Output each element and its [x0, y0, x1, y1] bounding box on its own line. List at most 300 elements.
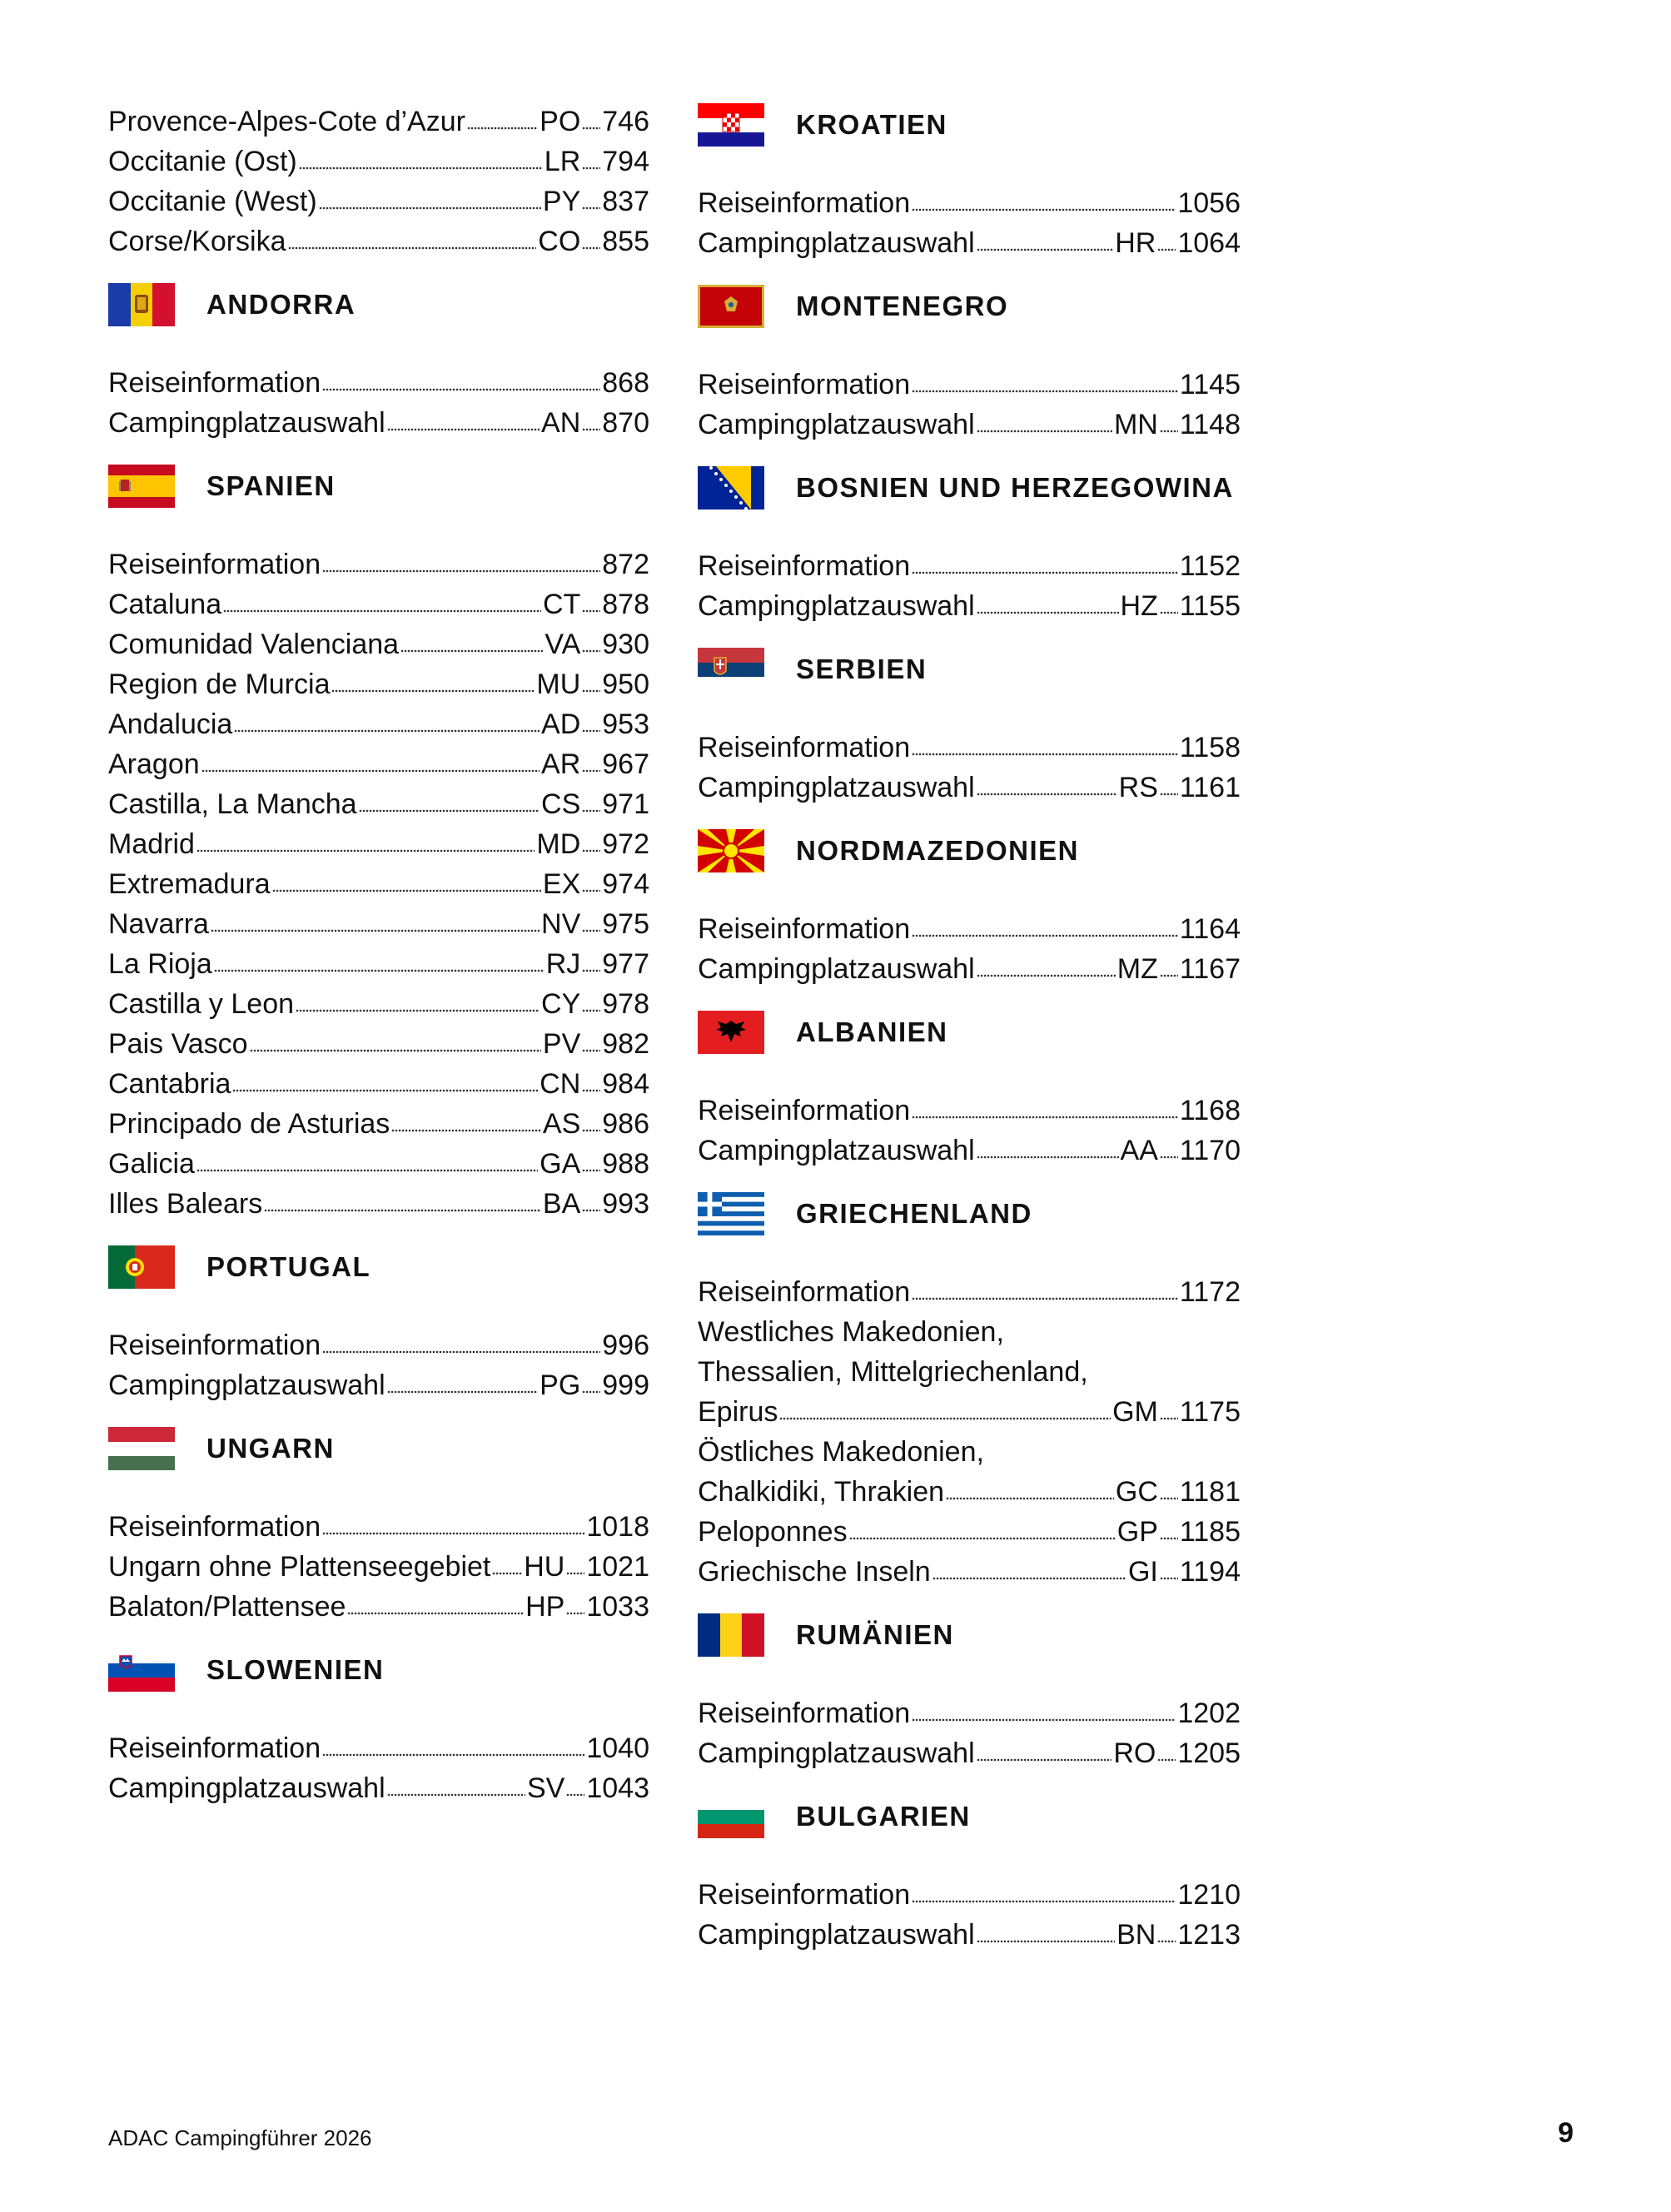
dot-leader — [582, 1024, 600, 1064]
entry-page: 1021 — [586, 1551, 649, 1583]
dot-leader — [214, 944, 545, 984]
toc-entry[interactable] — [108, 1768, 649, 1808]
entry-name: Campingplatzauswahl — [108, 1772, 385, 1804]
dot-leader — [492, 1547, 522, 1587]
entry-name: Reiseinformation — [698, 913, 911, 945]
toc-entry[interactable] — [698, 586, 1241, 626]
entry-code: MZ — [1116, 953, 1158, 985]
dot-leader — [977, 1733, 1112, 1773]
entry-name: Campingplatzauswahl — [698, 953, 975, 985]
toc-entry[interactable] — [108, 784, 649, 824]
dot-leader — [288, 221, 537, 261]
entry-page: 868 — [602, 367, 649, 399]
entry-page: 930 — [602, 629, 649, 660]
toc-entry[interactable] — [698, 1131, 1241, 1171]
country-title: KROATIEN — [796, 109, 947, 140]
entry-code: GP — [1116, 1516, 1158, 1548]
entry-code: HZ — [1120, 590, 1158, 622]
dot-leader — [387, 1768, 525, 1808]
toc-entry[interactable] — [698, 1512, 1241, 1552]
entry-name: Reiseinformation — [698, 1276, 911, 1308]
entry-page: 982 — [602, 1028, 649, 1060]
country-heading-portugal — [108, 1244, 649, 1290]
entry-name: Reiseinformation — [698, 1698, 911, 1729]
entry-page: 1175 — [1179, 1396, 1241, 1428]
entry-code: AR — [541, 748, 581, 780]
toc-entry[interactable] — [108, 1587, 649, 1627]
dot-leader — [582, 221, 600, 261]
entry-page: 1213 — [1177, 1919, 1241, 1951]
dot-leader — [977, 1131, 1119, 1171]
toc-entry[interactable] — [698, 949, 1241, 989]
toc-entry[interactable] — [108, 221, 649, 261]
entry-code: PG — [540, 1369, 581, 1401]
toc-entry[interactable] — [698, 1472, 1241, 1512]
entry-code: AD — [541, 708, 581, 740]
country-title: PORTUGAL — [206, 1251, 371, 1282]
toc-entry[interactable] — [108, 1507, 649, 1547]
dot-leader — [977, 949, 1116, 989]
dot-leader — [912, 728, 1178, 768]
entry-code: HR — [1115, 227, 1156, 259]
entry-code: GA — [540, 1148, 581, 1180]
country-title: ALBANIEN — [796, 1017, 948, 1047]
dot-leader — [299, 142, 543, 181]
entry-page: 1210 — [1177, 1879, 1241, 1911]
dot-leader — [223, 584, 541, 624]
country-title: RUMÄNIEN — [796, 1619, 954, 1650]
toc-entry[interactable] — [108, 1104, 649, 1144]
toc-entry[interactable] — [698, 909, 1241, 949]
entry-name: Reiseinformation — [108, 1511, 321, 1543]
dot-leader — [387, 1365, 539, 1405]
entry-code: MN — [1113, 409, 1158, 440]
entry-page: 972 — [602, 828, 649, 860]
toc-entry[interactable] — [108, 984, 649, 1024]
entry-name: Extremadura — [108, 868, 271, 900]
toc-entry[interactable] — [698, 1915, 1241, 1955]
country-heading-slowenien — [108, 1647, 649, 1693]
entry-code: RS — [1118, 772, 1158, 803]
entry-name: Navarra — [108, 908, 209, 940]
dot-leader — [582, 824, 600, 864]
toc-entry[interactable] — [108, 864, 649, 904]
dot-leader — [196, 1144, 538, 1184]
bulgaria-flag-icon — [698, 1795, 764, 1838]
toc-entry[interactable] — [108, 904, 649, 944]
entry-page: 993 — [602, 1188, 649, 1220]
bulgarien-entries — [698, 1875, 1241, 1955]
dot-leader — [319, 181, 541, 221]
entry-name: Campingplatzauswahl — [108, 1369, 385, 1401]
entry-name: Reiseinformation — [698, 369, 911, 400]
dot-leader — [946, 1472, 1114, 1512]
entry-name: Reiseinformation — [698, 550, 911, 582]
griechenland-entries — [698, 1272, 1241, 1592]
dot-leader — [250, 1024, 541, 1064]
dot-leader — [582, 142, 600, 181]
dot-leader — [272, 864, 541, 904]
country-heading-griechenland — [698, 1191, 1241, 1237]
country-heading-serbien — [698, 646, 1241, 693]
dot-leader — [912, 365, 1178, 405]
entry-name: Comunidad Valenciana — [108, 629, 400, 660]
entry-code: NV — [541, 908, 581, 940]
country-heading-spanien — [108, 463, 649, 510]
toc-entry[interactable] — [108, 744, 649, 784]
dot-leader — [467, 102, 538, 142]
entry-page: 1145 — [1179, 369, 1241, 400]
spain-flag-icon — [108, 465, 175, 508]
entry-name: Campingplatzauswahl — [698, 1737, 975, 1769]
entry-page: 986 — [602, 1108, 649, 1140]
croatia-flag-icon — [698, 103, 764, 147]
entry-name: Corse/Korsika — [108, 226, 286, 257]
dot-leader — [849, 1512, 1116, 1552]
entry-page: 1043 — [586, 1772, 649, 1804]
country-title: SPANIEN — [206, 470, 336, 501]
dot-leader — [582, 704, 600, 744]
entry-page: 837 — [602, 186, 649, 217]
entry-page: 971 — [602, 788, 649, 820]
entry-text-line: Westliches Makedonien, — [698, 1316, 1004, 1348]
dot-leader — [912, 1272, 1178, 1312]
toc-entry[interactable] — [698, 728, 1241, 768]
entry-name: Reiseinformation — [108, 367, 321, 399]
dot-leader — [977, 223, 1114, 263]
dot-leader — [196, 824, 535, 864]
dot-leader — [322, 1728, 584, 1768]
entry-name: Campingplatzauswahl — [698, 772, 975, 803]
slovenia-flag-icon — [108, 1648, 175, 1692]
entry-name: Cataluna — [108, 589, 222, 620]
bosnien-entries — [698, 546, 1241, 626]
entry-code: MD — [536, 828, 581, 860]
left-column — [108, 102, 649, 1808]
dot-leader — [582, 624, 600, 664]
entry-page: 1194 — [1179, 1556, 1241, 1588]
dot-leader — [1160, 1512, 1178, 1552]
entry-page: 984 — [602, 1068, 649, 1100]
dot-leader — [322, 544, 600, 584]
toc-entry[interactable] — [108, 544, 649, 584]
toc-entry[interactable] — [108, 704, 649, 744]
entry-name: La Rioja — [108, 948, 212, 980]
country-title: NORDMAZEDONIEN — [796, 835, 1079, 866]
toc-entry[interactable] — [108, 1064, 649, 1104]
entry-name: Reiseinformation — [108, 549, 321, 580]
entry-code: CS — [541, 788, 581, 820]
dot-leader — [977, 768, 1117, 808]
entry-name: Occitanie (West) — [108, 186, 317, 217]
entry-code: AS — [542, 1108, 581, 1140]
toc-entry[interactable] — [698, 1552, 1241, 1592]
toc-entry[interactable] — [108, 181, 649, 221]
entry-name: Pais Vasco — [108, 1028, 248, 1060]
dot-leader — [322, 1325, 600, 1365]
dot-leader — [234, 704, 540, 744]
entry-code: BN — [1116, 1919, 1156, 1951]
entry-page: 974 — [602, 868, 649, 900]
country-heading-bulgarien — [698, 1793, 1241, 1840]
country-title: ANDORRA — [206, 289, 356, 320]
dot-leader — [977, 586, 1119, 626]
entry-code: CT — [542, 589, 581, 620]
dot-leader — [582, 864, 600, 904]
dot-leader — [582, 403, 600, 443]
dot-leader — [779, 1392, 1111, 1432]
romania-flag-icon — [698, 1613, 764, 1657]
entry-code: CN — [540, 1068, 581, 1100]
entry-name: Epirus — [698, 1396, 778, 1428]
dot-leader — [322, 363, 600, 403]
dot-leader — [566, 1547, 584, 1587]
montenegro-entries — [698, 365, 1241, 445]
dot-leader — [912, 183, 1176, 223]
toc-entry[interactable] — [108, 102, 649, 142]
entry-name: Campingplatzauswahl — [698, 1919, 975, 1951]
dot-leader — [1160, 1472, 1178, 1512]
toc-entry[interactable] — [698, 1272, 1241, 1312]
toc-entry[interactable] — [108, 664, 649, 704]
albania-flag-icon — [698, 1011, 764, 1054]
entry-page: 1064 — [1177, 227, 1241, 259]
entry-code: EX — [542, 868, 581, 900]
dot-leader — [331, 664, 535, 704]
entry-page: 872 — [602, 549, 649, 580]
entry-page: 978 — [602, 988, 649, 1020]
dot-leader — [359, 784, 540, 824]
toc-entry[interactable] — [698, 1693, 1241, 1733]
entry-code: CY — [541, 988, 581, 1020]
dot-leader — [400, 624, 543, 664]
toc-entry[interactable] — [698, 1875, 1241, 1915]
toc-entry[interactable] — [698, 405, 1241, 445]
right-column — [698, 102, 1241, 1955]
dot-leader — [582, 904, 600, 944]
toc-entry[interactable] — [108, 1024, 649, 1064]
entry-name: Campingplatzauswahl — [698, 590, 975, 622]
dot-leader — [582, 784, 600, 824]
dot-leader — [1160, 1552, 1178, 1592]
entry-page: 999 — [602, 1369, 649, 1401]
toc-entry[interactable] — [108, 624, 649, 664]
toc-entry[interactable] — [108, 363, 649, 403]
country-title: SLOWENIEN — [206, 1654, 385, 1685]
entry-page: 870 — [602, 407, 649, 439]
toc-entry[interactable] — [108, 142, 649, 181]
entry-code: MU — [536, 669, 581, 700]
toc-entry[interactable] — [108, 1325, 649, 1365]
entry-name: Principado de Asturias — [108, 1108, 390, 1140]
country-heading-ungarn — [108, 1425, 649, 1472]
dot-leader — [912, 1875, 1176, 1915]
intro-entries — [108, 102, 649, 261]
toc-entry[interactable] — [698, 183, 1241, 223]
entry-page: 1040 — [586, 1732, 649, 1764]
entry-page: 1167 — [1179, 953, 1241, 985]
entry-code: PO — [540, 106, 581, 137]
entry-page: 953 — [602, 708, 649, 740]
entry-code: VA — [545, 629, 581, 660]
dot-leader — [566, 1768, 584, 1808]
entry-code: BA — [542, 1188, 581, 1220]
toc-entry[interactable] — [698, 546, 1241, 586]
entry-name: Reiseinformation — [698, 732, 911, 763]
andorra-entries — [108, 363, 649, 443]
entry-name: Chalkidiki, Thrakien — [698, 1476, 945, 1508]
dot-leader — [582, 1365, 600, 1405]
toc-entry[interactable] — [108, 1547, 649, 1587]
toc-entry[interactable] — [698, 768, 1241, 808]
toc-entry[interactable] — [698, 1091, 1241, 1131]
toc-entry[interactable] — [698, 365, 1241, 405]
country-title: GRIECHENLAND — [796, 1198, 1032, 1229]
toc-entry[interactable] — [108, 1728, 649, 1768]
entry-name: Aragon — [108, 748, 200, 780]
toc-entry[interactable] — [108, 584, 649, 624]
entry-code: LR — [544, 146, 581, 177]
dot-leader — [387, 403, 540, 443]
toc-entry[interactable] — [698, 1392, 1241, 1432]
entry-page: 1152 — [1179, 550, 1241, 582]
entry-name: Castilla y Leon — [108, 988, 295, 1020]
entry-page: 1155 — [1179, 590, 1241, 622]
dot-leader — [1157, 1915, 1176, 1955]
dot-leader — [296, 984, 540, 1024]
country-title: BOSNIEN UND HERZEGOWINA — [796, 472, 1234, 503]
entry-code: GI — [1127, 1556, 1158, 1588]
footer-publication: ADAC Campingführer 2026 — [108, 2125, 372, 2150]
entry-name: Campingplatzauswahl — [108, 407, 385, 439]
dot-leader — [912, 546, 1178, 586]
entry-page: 977 — [602, 948, 649, 980]
country-title: MONTENEGRO — [796, 291, 1009, 321]
entry-page: 878 — [602, 589, 649, 620]
slowenien-entries — [108, 1728, 649, 1808]
country-title: BULGARIEN — [796, 1801, 971, 1832]
country-heading-albanien — [698, 1009, 1241, 1056]
entry-code: AN — [541, 407, 581, 439]
toc-entry[interactable] — [108, 1144, 649, 1184]
serbien-entries — [698, 728, 1241, 808]
kroatien-entries — [698, 183, 1241, 263]
dot-leader — [391, 1104, 541, 1144]
country-heading-bosnien — [698, 465, 1241, 511]
greece-flag-icon — [698, 1192, 764, 1235]
entry-name: Illes Balears — [108, 1188, 263, 1220]
entry-page: 1148 — [1179, 409, 1241, 440]
dot-leader — [201, 744, 540, 784]
entry-name: Reiseinformation — [698, 1095, 911, 1126]
entry-page: 1158 — [1179, 732, 1241, 763]
country-heading-andorra — [108, 281, 649, 328]
dot-leader — [1160, 405, 1178, 445]
toc-entry[interactable] — [108, 1365, 649, 1405]
toc-entry[interactable] — [698, 223, 1241, 263]
entry-name: Galicia — [108, 1148, 195, 1180]
dot-leader — [566, 1587, 584, 1627]
entry-code: CO — [538, 226, 581, 257]
dot-leader — [1160, 1392, 1178, 1432]
entry-page: 794 — [602, 146, 649, 177]
entry-code: RJ — [545, 948, 581, 980]
entry-page: 1161 — [1179, 772, 1241, 803]
dot-leader — [1157, 1733, 1176, 1773]
entry-name: Occitanie (Ost) — [108, 146, 297, 177]
entry-code: PV — [542, 1028, 581, 1060]
entry-name: Campingplatzauswahl — [698, 227, 975, 259]
dot-leader — [582, 102, 600, 142]
entry-code: SV — [527, 1772, 565, 1804]
dot-leader — [582, 744, 600, 784]
entry-page: 988 — [602, 1148, 649, 1180]
entry-name: Campingplatzauswahl — [698, 1135, 975, 1166]
entry-name: Region de Murcia — [108, 669, 331, 700]
entry-name: Balaton/Plattensee — [108, 1591, 346, 1623]
dot-leader — [1160, 949, 1178, 989]
entry-name: Provence-Alpes-Cote d’Azur — [108, 106, 465, 137]
entry-page: 1172 — [1179, 1276, 1241, 1308]
toc-entry[interactable] — [698, 1733, 1241, 1773]
entry-text-line: Thessalien, Mittelgriechenland, — [698, 1356, 1088, 1388]
toc-entry[interactable] — [108, 403, 649, 443]
spanien-entries — [108, 544, 649, 1224]
entry-name: Ungarn ohne Plattenseegebiet — [108, 1551, 491, 1583]
entry-page: 1168 — [1179, 1095, 1241, 1126]
dot-leader — [977, 1915, 1115, 1955]
portugal-flag-icon — [108, 1245, 175, 1289]
entry-name: Griechische Inseln — [698, 1556, 931, 1588]
country-title: UNGARN — [206, 1433, 335, 1464]
page-number: 9 — [1558, 2117, 1574, 2149]
dot-leader — [912, 1091, 1178, 1131]
entry-page: 967 — [602, 748, 649, 780]
entry-page: 950 — [602, 669, 649, 700]
ungarn-entries — [108, 1507, 649, 1627]
entry-name: Reiseinformation — [698, 187, 911, 219]
entry-page: 1205 — [1177, 1737, 1241, 1769]
toc-entry[interactable] — [108, 824, 649, 864]
country-heading-montenegro — [698, 283, 1241, 330]
entry-code: RO — [1113, 1737, 1156, 1769]
entry-name: Andalucia — [108, 708, 233, 740]
entry-code: PY — [542, 186, 581, 217]
entry-page: 1185 — [1179, 1516, 1241, 1548]
dot-leader — [582, 984, 600, 1024]
entry-page: 1056 — [1177, 187, 1241, 219]
entry-page: 1202 — [1177, 1698, 1241, 1729]
dot-leader — [582, 944, 600, 984]
dot-leader — [582, 1184, 600, 1224]
dot-leader — [1160, 586, 1178, 626]
entry-name: Castilla, La Mancha — [108, 788, 357, 820]
entry-page: 1033 — [586, 1591, 649, 1623]
entry-page: 855 — [602, 226, 649, 257]
bosnia-flag-icon — [698, 466, 764, 510]
rumaenien-entries — [698, 1693, 1241, 1773]
entry-name: Peloponnes — [698, 1516, 848, 1548]
entry-page: 746 — [602, 106, 649, 137]
entry-name: Campingplatzauswahl — [698, 409, 975, 440]
entry-code: GM — [1112, 1396, 1158, 1428]
toc-entry[interactable] — [108, 944, 649, 984]
dot-leader — [912, 1693, 1176, 1733]
serbia-flag-icon — [698, 648, 764, 691]
dot-leader — [977, 405, 1112, 445]
entry-text-line: Östliches Makedonien, — [698, 1436, 984, 1468]
toc-entry[interactable] — [108, 1184, 649, 1224]
